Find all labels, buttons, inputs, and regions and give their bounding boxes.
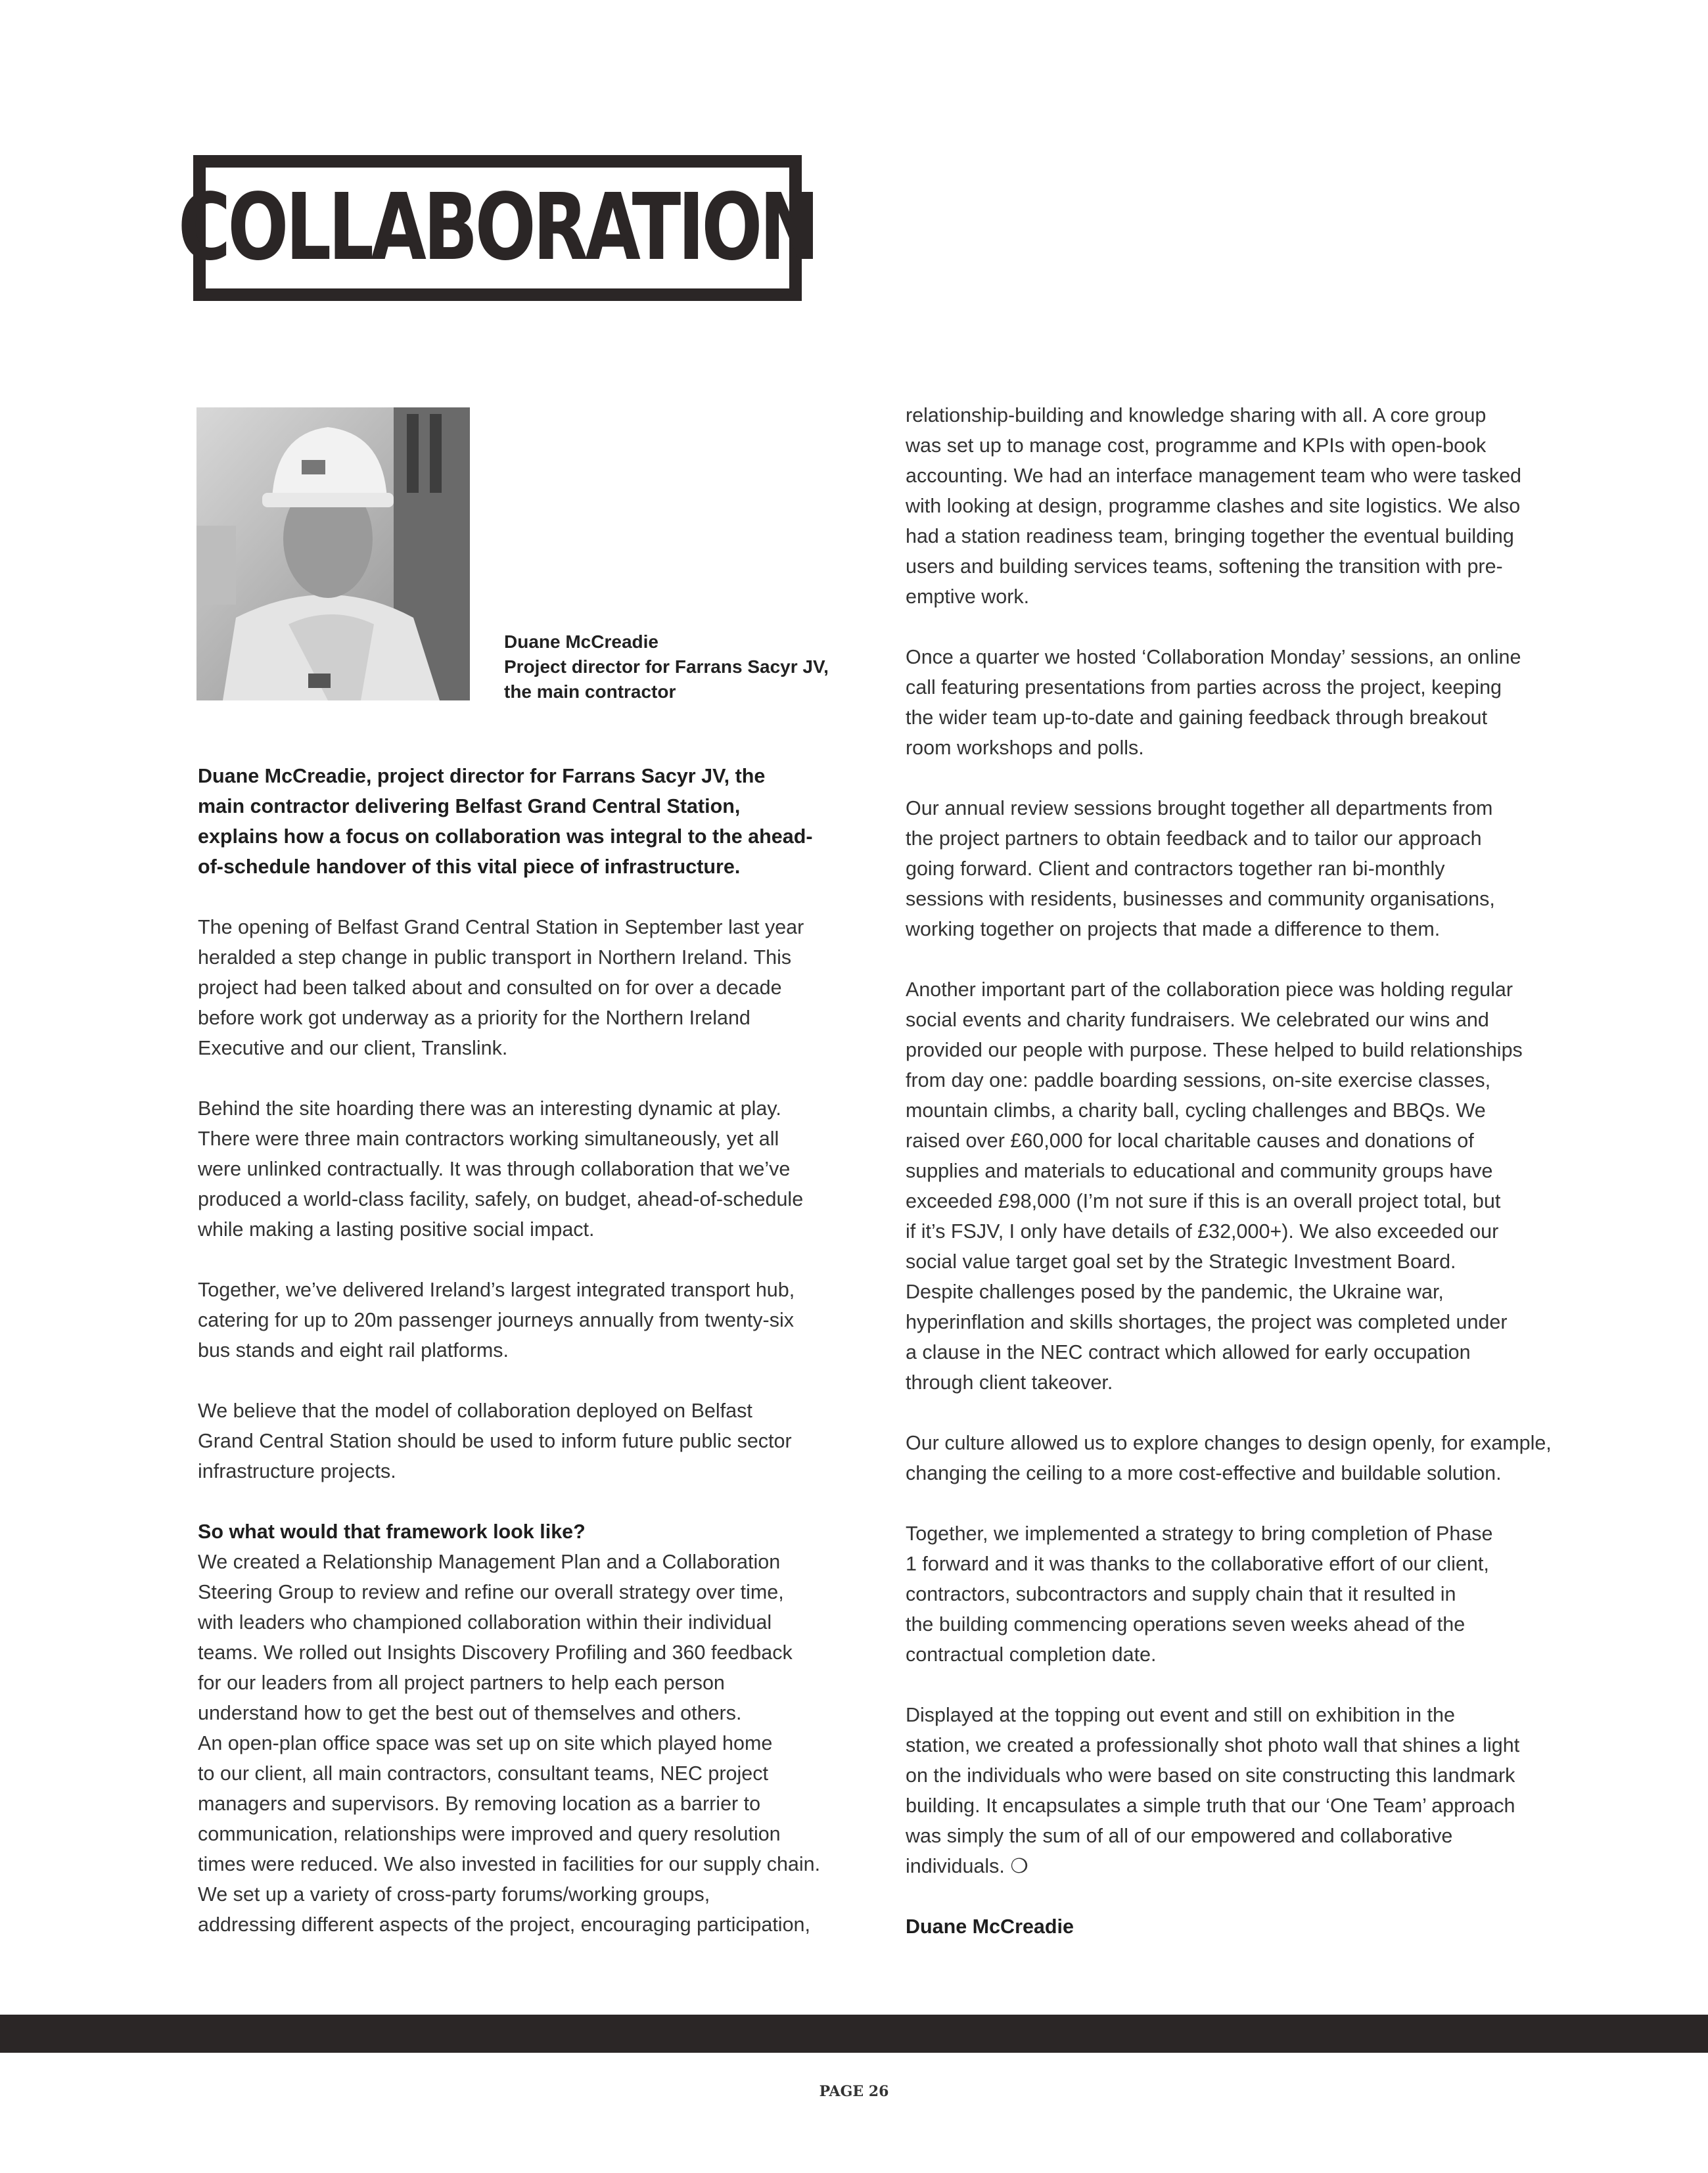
text-line: Once a quarter we hosted ‘Collaboration Monday’ sessions, an online (906, 646, 1521, 668)
text-line: individuals. ❍ (906, 1855, 1028, 1877)
text-line: Our culture allowed us to explore changes to design openly, for example, (906, 1432, 1552, 1454)
paragraph-gap (198, 882, 868, 912)
paragraph (906, 1700, 1576, 1881)
text-line: changing the ceiling to a more cost-effective and buildable solution. (906, 1462, 1502, 1484)
text-line: was set up to manage cost, programme and KPIs with open-book (906, 434, 1487, 457)
text-line: project had been talked about and consulted on for over a decade (198, 976, 782, 999)
text-line: social value target goal set by the Strategic Investment Board. (906, 1250, 1456, 1273)
text-line: Grand Central Station should be used to inform future public sector (198, 1430, 792, 1452)
text-line: hyperinflation and skills shortages, the project was completed under (906, 1311, 1508, 1333)
text-line: sessions with residents, businesses and community organisations, (906, 888, 1495, 910)
text-line: building. It encapsulates a simple truth that our ‘One Team’ approach (906, 1795, 1515, 1817)
text-line: from day one: paddle boarding sessions, on-site exercise classes, (906, 1069, 1491, 1091)
text-line: Our annual review sessions brought together all departments from (906, 797, 1493, 819)
paragraph-gap (198, 1245, 868, 1275)
text-line: working together on projects that made a difference to them. (906, 918, 1441, 940)
text-line: had a station readiness team, bringing together the eventual building (906, 525, 1514, 547)
text-line: a clause in the NEC contract which allowed for early occupation (906, 1341, 1471, 1363)
portrait-photo (196, 407, 470, 700)
paragraph (906, 1428, 1576, 1488)
paragraph-gap (198, 1063, 868, 1093)
caption-role: Project director for Farrans Sacyr JV, (504, 656, 829, 677)
paragraph-gap (198, 1365, 868, 1396)
intro-paragraph (198, 761, 868, 882)
text-line: The opening of Belfast Grand Central Station in September last year (198, 916, 804, 938)
text-line: addressing different aspects of the project, encouraging participation, (198, 1913, 810, 1936)
section-heading: So what would that framework look like? (198, 1521, 586, 1543)
right-column (906, 400, 1576, 1942)
text-line: on the individuals who were based on site constructing this landmark (906, 1764, 1515, 1787)
text-line: provided our people with purpose. These helped to build relationships (906, 1039, 1523, 1061)
footer-bar (0, 2015, 1708, 2053)
text-line: heralded a step change in public transport in Northern Ireland. This (198, 946, 792, 969)
text-line: produced a world-class facility, safely, on budget, ahead-of-schedule (198, 1188, 804, 1210)
paragraph-gap (906, 944, 1576, 974)
text-line: relationship-building and knowledge sharing with all. A core group (906, 404, 1487, 426)
text-line: with leaders who championed collaboration within their individual (198, 1611, 772, 1634)
paragraph (906, 400, 1576, 612)
text-line: Another important part of the collaboration piece was holding regular (906, 978, 1513, 1001)
text-line: main contractor delivering Belfast Grand Central Station, (198, 795, 741, 817)
text-line: the project partners to obtain feedback and to tailor our approach (906, 827, 1482, 850)
page-title: COLLABORATION (178, 174, 817, 281)
paragraph-gap (906, 1670, 1576, 1700)
text-line: communication, relationships were improved and query resolution (198, 1823, 781, 1845)
text-line: through client takeover. (906, 1371, 1113, 1394)
text-line: Displayed at the topping out event and still on exhibition in the (906, 1704, 1455, 1726)
caption-role: the main contractor (504, 681, 676, 702)
caption-name: Duane McCreadie (504, 631, 658, 652)
text-line: An open-plan office space was set up on site which played home (198, 1732, 773, 1754)
text-line: social events and charity fundraisers. We celebrated our wins and (906, 1009, 1489, 1031)
paragraph-gap (906, 1881, 1576, 1911)
left-column (198, 761, 868, 1940)
photo-caption (504, 629, 859, 704)
text-line: if it’s FSJV, I only have details of £32,000+). We also exceeded our (906, 1220, 1499, 1243)
paragraph (906, 793, 1576, 944)
text-line: Behind the site hoarding there was an interesting dynamic at play. (198, 1097, 781, 1120)
text-line: We set up a variety of cross-party forums/working groups, (198, 1883, 710, 1906)
paragraph (906, 974, 1576, 1398)
text-line: for our leaders from all project partners to help each person (198, 1672, 725, 1694)
text-line: with looking at design, programme clashes and site logistics. We also (906, 495, 1521, 517)
text-line: raised over £60,000 for local charitable causes and donations of (906, 1130, 1474, 1152)
text-line: Despite challenges posed by the pandemic, the Ukraine war, (906, 1281, 1444, 1303)
text-line: We created a Relationship Management Plan and a Collaboration (198, 1551, 781, 1573)
text-line: infrastructure projects. (198, 1460, 396, 1482)
paragraph (198, 1517, 868, 1940)
text-line: 1 forward and it was thanks to the collaborative effort of our client, (906, 1553, 1489, 1575)
paragraph (198, 1093, 868, 1245)
text-line: going forward. Client and contractors together ran bi-monthly (906, 858, 1445, 880)
text-line: There were three main contractors working simultaneously, yet all (198, 1128, 779, 1150)
paragraph (198, 1275, 868, 1365)
text-line: of-schedule handover of this vital piece of infrastructure. (198, 856, 741, 878)
paragraph (198, 912, 868, 1063)
text-line: emptive work. (906, 585, 1030, 608)
text-line: explains how a focus on collaboration was integral to the ahead- (198, 825, 813, 848)
text-line: Together, we implemented a strategy to bring completion of Phase (906, 1522, 1493, 1545)
text-line: room workshops and polls. (906, 737, 1144, 759)
text-line: supplies and materials to educational and community groups have (906, 1160, 1493, 1182)
text-line: Duane McCreadie, project director for Farrans Sacyr JV, the (198, 765, 766, 787)
page-number: PAGE 26 (819, 2083, 889, 2100)
paragraph-gap (906, 763, 1576, 793)
text-line: Steering Group to review and refine our overall strategy over time, (198, 1581, 784, 1603)
text-line: teams. We rolled out Insights Discovery Profiling and 360 feedback (198, 1641, 793, 1664)
text-line: We believe that the model of collaboration deployed on Belfast (198, 1400, 752, 1422)
text-line: to our client, all main contractors, consultant teams, NEC project (198, 1762, 768, 1785)
portrait-photo-icon (196, 407, 470, 700)
paragraph (198, 1396, 868, 1486)
signature (906, 1911, 1576, 1942)
text-line: before work got underway as a priority for the Northern Ireland (198, 1007, 750, 1029)
paragraph-gap (198, 1486, 868, 1517)
text-line: catering for up to 20m passenger journeys annually from twenty-six (198, 1309, 794, 1331)
text-line: Together, we’ve delivered Ireland’s largest integrated transport hub, (198, 1279, 795, 1301)
text-line: call featuring presentations from parties across the project, keeping (906, 676, 1502, 698)
text-line: accounting. We had an interface management team who were tasked (906, 465, 1522, 487)
text-line: contractors, subcontractors and supply chain that it resulted in (906, 1583, 1456, 1605)
paragraph-gap (906, 1488, 1576, 1519)
text-line: was simply the sum of all of our empowered and collaborative (906, 1825, 1453, 1847)
text-line: the building commencing operations seven weeks ahead of the (906, 1613, 1466, 1635)
text-line: managers and supervisors. By removing location as a barrier to (198, 1793, 761, 1815)
text-line: understand how to get the best out of themselves and others. (198, 1702, 742, 1724)
text-line: mountain climbs, a charity ball, cycling challenges and BBQs. We (906, 1099, 1486, 1122)
text-line: were unlinked contractually. It was through collaboration that we’ve (198, 1158, 791, 1180)
text-line: while making a lasting positive social impact. (198, 1218, 595, 1241)
text-line: times were reduced. We also invested in facilities for our supply chain. (198, 1853, 821, 1875)
paragraph-gap (906, 612, 1576, 642)
text-line: Executive and our client, Translink. (198, 1037, 508, 1059)
text-line: station, we created a professionally shot photo wall that shines a light (906, 1734, 1520, 1756)
text-line: the wider team up-to-date and gaining feedback through breakout (906, 706, 1488, 729)
paragraph-gap (906, 1398, 1576, 1428)
text-line: Duane McCreadie (906, 1915, 1074, 1938)
text-line: contractual completion date. (906, 1643, 1157, 1666)
text-line: exceeded £98,000 (I’m not sure if this is an overall project total, but (906, 1190, 1501, 1212)
paragraph (906, 642, 1576, 763)
text-line: bus stands and eight rail platforms. (198, 1339, 509, 1361)
text-line: users and building services teams, softening the transition with pre- (906, 555, 1503, 578)
paragraph (906, 1519, 1576, 1670)
title-box (178, 155, 817, 301)
